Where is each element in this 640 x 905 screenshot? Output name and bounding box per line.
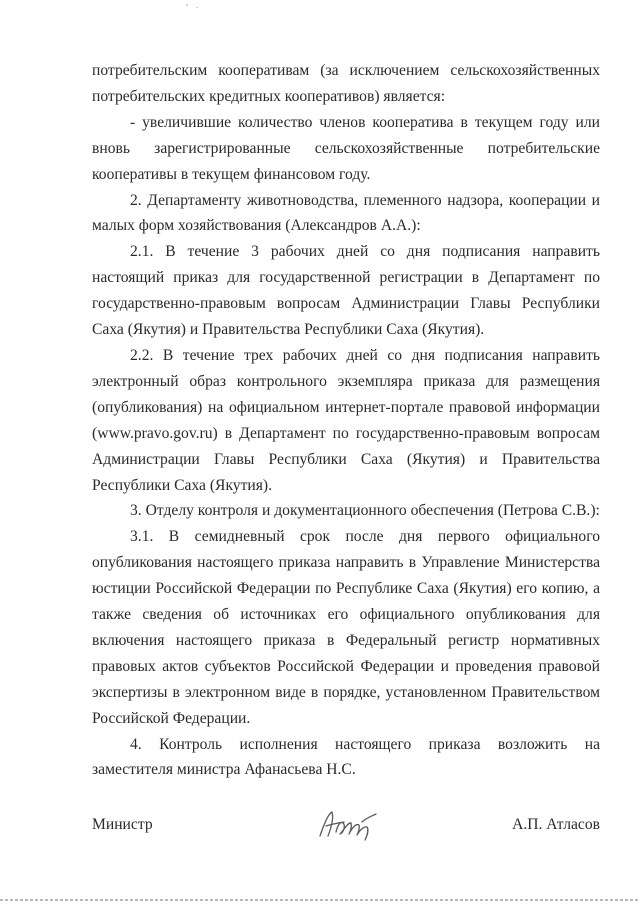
paragraph-item-2-1: 2.1. В течение 3 рабочих дней со дня подписания направить настоящий приказ для государственной регистрации в Департамент по государственно-правовым вопросам Администрации Главы Республики Саха (Якутия) и Правительства Республики Саха (Якутия). xyxy=(92,243,600,339)
signer-title: Министр xyxy=(92,816,153,833)
paragraph-continuation: потребительским кооперативам (за исключением сельскохозяйственных потребительских кредитных кооперативов) является: xyxy=(92,62,600,105)
paragraph-item-3-1: 3.1. В семидневный срок после дня первого официального опубликования настоящего приказа направить в Управление Министерства юстиции Российской Федерации по Республике Саха (Якутия) его копию, а также сведения об источниках его официального опубликования для включения настоящего приказа в Федеральный регистр нормативных правовых актов субъектов Российской Федерации и проведения правовой экспертизы в электронном виде в порядке, установленном Правительством Российской Федерации. xyxy=(92,528,600,727)
scan-edge-line xyxy=(0,899,640,901)
signature-block xyxy=(92,812,600,842)
paragraph-item-2: 2. Департаменту животноводства, племенного надзора, кооперации и малых форм хозяйствования (Александров А.А.): xyxy=(92,191,600,235)
signer-name: А.П. Атласов xyxy=(512,816,600,833)
document-body xyxy=(92,58,600,783)
paragraph-list-item: - увеличившие количество членов кооператива в текущем году или вновь зарегистрированные сельскохозяйственные потребительские кооперативы в текущем финансовом году. xyxy=(92,113,600,183)
paragraph-item-4: 4. Контроль исполнения настоящего приказа возложить на заместителя министра Афанасьева Н.С. xyxy=(92,735,600,779)
handwritten-signature xyxy=(314,806,380,842)
paragraph-item-2-2: 2.2. В течение трех рабочих дней со дня подписания направить электронный образ контрольного экземпляра приказа для размещения (опубликования) на официальном интернет-портале правовой информации (www.pravo.gov.ru) в Департамент по государственно-правовым вопросам Администрации Главы Республики Саха (Якутия) и Правительства Республики Саха (Якутия). xyxy=(92,346,600,494)
scan-speck xyxy=(196,7,198,8)
scan-speck xyxy=(186,4,188,6)
paragraph-item-3: 3. Отделу контроля и документационного обеспечения (Петрова С.В.): xyxy=(130,502,600,520)
